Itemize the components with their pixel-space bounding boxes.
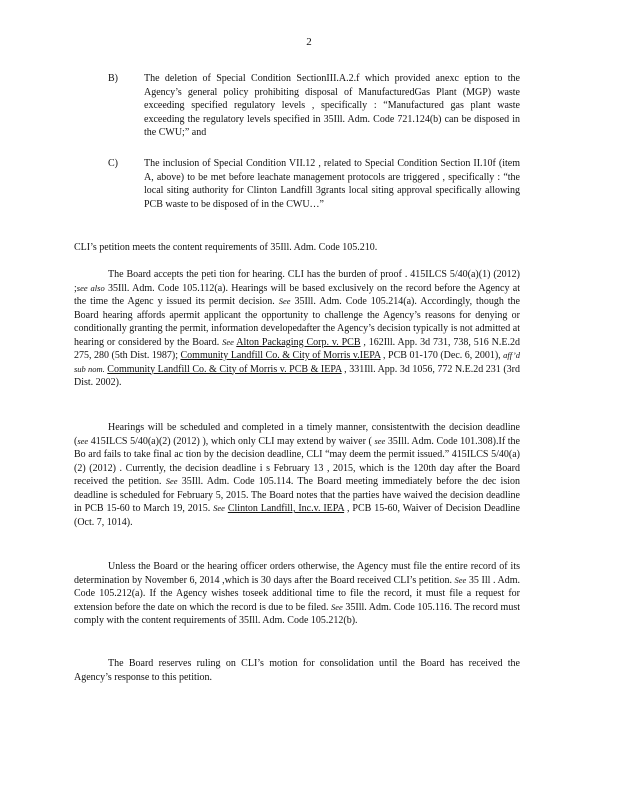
paragraph-agency-record: Unless the Board or the hearing officer orders otherwise, the Agency must file the entire record of its determination by November 6, 2014 ,which is 30 days after the Board received CLI’s petition. See 35 Ill . Adm. Code 105.212(a). If the Agency wishes toseek additional time to file the record, it must file a request for extension before the date on which the record is due to be filed. See 35Ill. Adm. Code 105.116. The record must comply with the content requirements of 35Ill. Adm. Code 105.212(b). bbox=[74, 561, 520, 626]
paragraph-consolidation: The Board reserves ruling on CLI’s motion for consolidation until the Board has received the Agency’s response to this petition. bbox=[74, 658, 520, 683]
page-number: 2 bbox=[306, 36, 312, 48]
case-citation: Alton Packaging Corp. v. PCB bbox=[236, 336, 361, 348]
case-citation: Community Landfill Co. & City of Morris v. PCB & IEPA bbox=[107, 363, 342, 375]
case-citation: Clinton Landfill, Inc.v. IEPA bbox=[227, 503, 345, 514]
list-item-b bbox=[108, 72, 520, 140]
paragraph-hearing-schedule: Hearings will be scheduled and completed in a timely manner, consistentwith the decision deadline (see 415ILCS 5/40(a)(2) (2012) ), which only CLI may extend by waiver ( see 35Ill. Adm. Code 101.308).If the Bo ard fails to take final ac tion by the decision deadline, CLI “may deem the permit issued.” 415ILCS 5/40(a)(2) (2012) . Currently, the decision deadline i s February 13 , 2015, which is the 120th day after the Board received the petition. See 35Ill. Adm. Code 105.114. The Board meeting immediately before the dec ision deadline is scheduled for February 5, 2015. The Board notes that the parties have waived the decision deadline in PCB 15-60 to March 19, 2015. See Clinton Landfill, Inc.v. IEPA , PCB 15-60, Waiver of Decision Deadline (Oct. 7, 1014). bbox=[74, 422, 521, 528]
list-item-c bbox=[108, 157, 520, 211]
list-item-label: C) bbox=[108, 158, 118, 169]
list-item-text: The inclusion of Special Condition VII.12 , related to Special Condition Section II.10f (item A, above) to be met before leachate management protocols are triggered , specifically : “the local siting authority for Clinton Landfill 3grants local siting approval specifically allowing PCB waste to be disposed of in the CWU…” bbox=[144, 158, 520, 210]
case-citation: Community Landfill Co. & City of Morris v.IEPA bbox=[180, 350, 381, 361]
paragraph-content-requirements: CLI’s petition meets the content requirements of 35Ill. Adm. Code 105.210. bbox=[74, 242, 378, 253]
list-item-text: The deletion of Special Condition SectionIII.A.2.f which provided anexc eption to the Agency’s general policy prohibiting disposal of ManufacturedGas Plant (MGP) waste exceeding specified regulatory levels , specifically : “Manufactured gas plant waste exceeding the regulatory levels specified in 35Ill. Adm. Code 721.124(b) can be disposed in the CWU;” and bbox=[144, 73, 520, 138]
list-item-label: B) bbox=[108, 73, 118, 84]
paragraph-hearing-accepted: The Board accepts the peti tion for hearing. CLI has the burden of proof . 415ILCS 5/40(a)(1) (2012) ;see also 35Ill. Adm. Code 105.112(a). Hearings will be based exclusively on the record before the Agency at the time the Agenc y issued its permit decision. See 35Ill. Adm. Code 105.214(a). Accordingly, though the Board hearing affords apermit applicant the opportunity to challenge the Agency’s reasons for denying or conditionally granting the permit, information developedafter the Agency’s decision typically is not admitted at hearing or considered by the Board. See Alton Packaging Corp. v. PCB , 162Ill. App. 3d 731, 738, 516 N.E.2d 275, 280 (5th Dist. 1987); Community Landfill Co. & City of Morris v.IEPA , PCB 01-170 (Dec. 6, 2001), aff’d sub nom. Community Landfill Co. & City of Morris v. PCB & IEPA , 331Ill. App. 3d 1056, 772 N.E.2d 231 (3rd Dist. 2002). bbox=[74, 269, 521, 388]
